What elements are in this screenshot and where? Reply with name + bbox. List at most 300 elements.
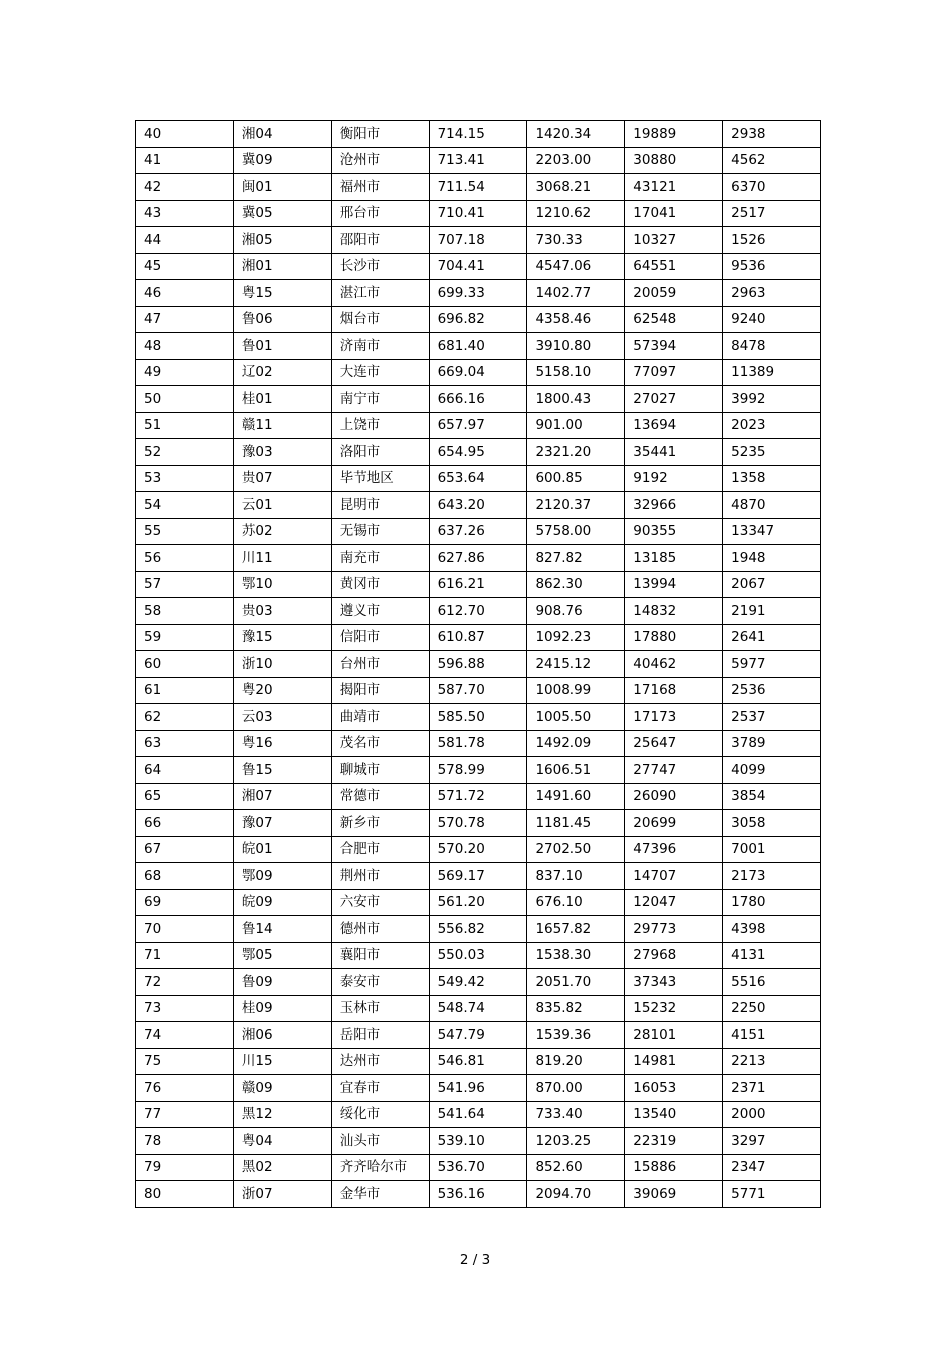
unit-cell: 5235 — [723, 439, 821, 466]
total-cell: 600.85 — [527, 465, 625, 492]
table-row — [136, 200, 821, 227]
rank-cell: 53 — [136, 465, 234, 492]
table-row — [136, 518, 821, 545]
rank-cell: 49 — [136, 359, 234, 386]
count-cell: 90355 — [625, 518, 723, 545]
value-cell: 610.87 — [429, 624, 527, 651]
code-cell: 豫15 — [233, 624, 331, 651]
code-cell: 粤20 — [233, 677, 331, 704]
table-row — [136, 1128, 821, 1155]
rank-cell: 52 — [136, 439, 234, 466]
table-row — [136, 704, 821, 731]
count-cell: 12047 — [625, 889, 723, 916]
rank-cell: 62 — [136, 704, 234, 731]
city-cell: 上饶市 — [331, 412, 429, 439]
rank-cell: 79 — [136, 1154, 234, 1181]
table-body — [136, 121, 821, 1208]
table-row — [136, 1048, 821, 1075]
code-cell: 赣09 — [233, 1075, 331, 1102]
code-cell: 豫03 — [233, 439, 331, 466]
rank-cell: 57 — [136, 571, 234, 598]
unit-cell: 3992 — [723, 386, 821, 413]
code-cell: 贵03 — [233, 598, 331, 625]
total-cell: 1491.60 — [527, 783, 625, 810]
total-cell: 835.82 — [527, 995, 625, 1022]
value-cell: 654.95 — [429, 439, 527, 466]
city-cell: 玉林市 — [331, 995, 429, 1022]
unit-cell: 1358 — [723, 465, 821, 492]
unit-cell: 3854 — [723, 783, 821, 810]
rank-cell: 73 — [136, 995, 234, 1022]
count-cell: 13540 — [625, 1101, 723, 1128]
total-cell: 819.20 — [527, 1048, 625, 1075]
city-cell: 烟台市 — [331, 306, 429, 333]
count-cell: 17168 — [625, 677, 723, 704]
count-cell: 27747 — [625, 757, 723, 784]
code-cell: 鲁06 — [233, 306, 331, 333]
total-cell: 4547.06 — [527, 253, 625, 280]
rank-cell: 71 — [136, 942, 234, 969]
rank-cell: 69 — [136, 889, 234, 916]
table-row — [136, 439, 821, 466]
table-row — [136, 1101, 821, 1128]
code-cell: 川11 — [233, 545, 331, 572]
value-cell: 657.97 — [429, 412, 527, 439]
unit-cell: 2537 — [723, 704, 821, 731]
value-cell: 707.18 — [429, 227, 527, 254]
unit-cell: 2938 — [723, 121, 821, 148]
code-cell: 皖01 — [233, 836, 331, 863]
rank-cell: 65 — [136, 783, 234, 810]
city-cell: 德州市 — [331, 916, 429, 943]
table-row — [136, 121, 821, 148]
city-cell: 昆明市 — [331, 492, 429, 519]
value-cell: 711.54 — [429, 174, 527, 201]
count-cell: 17173 — [625, 704, 723, 731]
count-cell: 20699 — [625, 810, 723, 837]
city-cell: 大连市 — [331, 359, 429, 386]
total-cell: 1492.09 — [527, 730, 625, 757]
code-cell: 粤16 — [233, 730, 331, 757]
rank-cell: 70 — [136, 916, 234, 943]
city-cell: 茂名市 — [331, 730, 429, 757]
value-cell: 696.82 — [429, 306, 527, 333]
table-row — [136, 147, 821, 174]
city-cell: 聊城市 — [331, 757, 429, 784]
value-cell: 546.81 — [429, 1048, 527, 1075]
table-row — [136, 227, 821, 254]
city-cell: 曲靖市 — [331, 704, 429, 731]
unit-cell: 7001 — [723, 836, 821, 863]
city-cell: 金华市 — [331, 1181, 429, 1208]
value-cell: 549.42 — [429, 969, 527, 996]
code-cell: 黑12 — [233, 1101, 331, 1128]
value-cell: 548.74 — [429, 995, 527, 1022]
value-cell: 681.40 — [429, 333, 527, 360]
code-cell: 粤15 — [233, 280, 331, 307]
unit-cell: 4099 — [723, 757, 821, 784]
unit-cell: 5516 — [723, 969, 821, 996]
code-cell: 云03 — [233, 704, 331, 731]
unit-cell: 1780 — [723, 889, 821, 916]
rank-cell: 72 — [136, 969, 234, 996]
code-cell: 鄂05 — [233, 942, 331, 969]
total-cell: 5758.00 — [527, 518, 625, 545]
unit-cell: 2067 — [723, 571, 821, 598]
value-cell: 669.04 — [429, 359, 527, 386]
city-cell: 荆州市 — [331, 863, 429, 890]
unit-cell: 2213 — [723, 1048, 821, 1075]
unit-cell: 2250 — [723, 995, 821, 1022]
count-cell: 10327 — [625, 227, 723, 254]
city-cell: 合肥市 — [331, 836, 429, 863]
code-cell: 湘01 — [233, 253, 331, 280]
total-cell: 676.10 — [527, 889, 625, 916]
count-cell: 20059 — [625, 280, 723, 307]
total-cell: 2051.70 — [527, 969, 625, 996]
unit-cell: 2641 — [723, 624, 821, 651]
rank-cell: 63 — [136, 730, 234, 757]
code-cell: 冀05 — [233, 200, 331, 227]
unit-cell: 4398 — [723, 916, 821, 943]
total-cell: 1203.25 — [527, 1128, 625, 1155]
value-cell: 541.64 — [429, 1101, 527, 1128]
total-cell: 1210.62 — [527, 200, 625, 227]
city-cell: 常德市 — [331, 783, 429, 810]
count-cell: 47396 — [625, 836, 723, 863]
city-cell: 洛阳市 — [331, 439, 429, 466]
code-cell: 辽02 — [233, 359, 331, 386]
unit-cell: 8478 — [723, 333, 821, 360]
table-row — [136, 465, 821, 492]
count-cell: 27027 — [625, 386, 723, 413]
rank-cell: 60 — [136, 651, 234, 678]
city-cell: 衡阳市 — [331, 121, 429, 148]
code-cell: 鲁15 — [233, 757, 331, 784]
code-cell: 闽01 — [233, 174, 331, 201]
rank-cell: 44 — [136, 227, 234, 254]
table-row — [136, 545, 821, 572]
count-cell: 32966 — [625, 492, 723, 519]
unit-cell: 4562 — [723, 147, 821, 174]
rank-cell: 74 — [136, 1022, 234, 1049]
total-cell: 827.82 — [527, 545, 625, 572]
total-cell: 1538.30 — [527, 942, 625, 969]
table-row — [136, 783, 821, 810]
unit-cell: 3297 — [723, 1128, 821, 1155]
unit-cell: 3789 — [723, 730, 821, 757]
city-cell: 达州市 — [331, 1048, 429, 1075]
unit-cell: 4870 — [723, 492, 821, 519]
rank-cell: 55 — [136, 518, 234, 545]
city-cell: 信阳市 — [331, 624, 429, 651]
value-cell: 570.20 — [429, 836, 527, 863]
value-cell: 536.16 — [429, 1181, 527, 1208]
table-row — [136, 836, 821, 863]
rank-cell: 43 — [136, 200, 234, 227]
count-cell: 19889 — [625, 121, 723, 148]
unit-cell: 2963 — [723, 280, 821, 307]
code-cell: 赣11 — [233, 412, 331, 439]
table-row — [136, 280, 821, 307]
unit-cell: 3058 — [723, 810, 821, 837]
count-cell: 37343 — [625, 969, 723, 996]
table-row — [136, 730, 821, 757]
total-cell: 2702.50 — [527, 836, 625, 863]
code-cell: 粤04 — [233, 1128, 331, 1155]
table-row — [136, 1154, 821, 1181]
table-row — [136, 651, 821, 678]
city-cell: 南宁市 — [331, 386, 429, 413]
rank-cell: 61 — [136, 677, 234, 704]
city-cell: 新乡市 — [331, 810, 429, 837]
total-cell: 5158.10 — [527, 359, 625, 386]
total-cell: 2415.12 — [527, 651, 625, 678]
count-cell: 40462 — [625, 651, 723, 678]
total-cell: 1008.99 — [527, 677, 625, 704]
total-cell: 1420.34 — [527, 121, 625, 148]
unit-cell: 2023 — [723, 412, 821, 439]
unit-cell: 2536 — [723, 677, 821, 704]
code-cell: 桂01 — [233, 386, 331, 413]
rank-cell: 40 — [136, 121, 234, 148]
unit-cell: 6370 — [723, 174, 821, 201]
total-cell: 733.40 — [527, 1101, 625, 1128]
code-cell: 鲁01 — [233, 333, 331, 360]
count-cell: 14981 — [625, 1048, 723, 1075]
rank-cell: 64 — [136, 757, 234, 784]
table-row — [136, 412, 821, 439]
table-row — [136, 1181, 821, 1208]
count-cell: 13994 — [625, 571, 723, 598]
city-cell: 齐齐哈尔市 — [331, 1154, 429, 1181]
city-cell: 襄阳市 — [331, 942, 429, 969]
total-cell: 730.33 — [527, 227, 625, 254]
count-cell: 17041 — [625, 200, 723, 227]
total-cell: 3910.80 — [527, 333, 625, 360]
count-cell: 77097 — [625, 359, 723, 386]
count-cell: 35441 — [625, 439, 723, 466]
count-cell: 16053 — [625, 1075, 723, 1102]
rank-cell: 68 — [136, 863, 234, 890]
count-cell: 28101 — [625, 1022, 723, 1049]
code-cell: 贵07 — [233, 465, 331, 492]
value-cell: 550.03 — [429, 942, 527, 969]
value-cell: 713.41 — [429, 147, 527, 174]
table-row — [136, 359, 821, 386]
unit-cell: 2517 — [723, 200, 821, 227]
table-row — [136, 624, 821, 651]
count-cell: 13694 — [625, 412, 723, 439]
rank-cell: 54 — [136, 492, 234, 519]
city-cell: 宜春市 — [331, 1075, 429, 1102]
rank-cell: 59 — [136, 624, 234, 651]
rank-cell: 78 — [136, 1128, 234, 1155]
value-cell: 714.15 — [429, 121, 527, 148]
table-row — [136, 333, 821, 360]
unit-cell: 9536 — [723, 253, 821, 280]
count-cell: 17880 — [625, 624, 723, 651]
rank-cell: 77 — [136, 1101, 234, 1128]
unit-cell: 2000 — [723, 1101, 821, 1128]
total-cell: 1181.45 — [527, 810, 625, 837]
count-cell: 39069 — [625, 1181, 723, 1208]
unit-cell: 11389 — [723, 359, 821, 386]
total-cell: 2203.00 — [527, 147, 625, 174]
rank-cell: 50 — [136, 386, 234, 413]
city-cell: 济南市 — [331, 333, 429, 360]
city-cell: 长沙市 — [331, 253, 429, 280]
total-cell: 1657.82 — [527, 916, 625, 943]
count-cell: 27968 — [625, 942, 723, 969]
total-cell: 901.00 — [527, 412, 625, 439]
table-row — [136, 571, 821, 598]
code-cell: 冀09 — [233, 147, 331, 174]
count-cell: 43121 — [625, 174, 723, 201]
code-cell: 皖09 — [233, 889, 331, 916]
table-row — [136, 386, 821, 413]
table-row — [136, 969, 821, 996]
table-row — [136, 995, 821, 1022]
code-cell: 云01 — [233, 492, 331, 519]
value-cell: 561.20 — [429, 889, 527, 916]
value-cell: 710.41 — [429, 200, 527, 227]
count-cell: 62548 — [625, 306, 723, 333]
total-cell: 1800.43 — [527, 386, 625, 413]
total-cell: 1402.77 — [527, 280, 625, 307]
rank-cell: 47 — [136, 306, 234, 333]
value-cell: 637.26 — [429, 518, 527, 545]
value-cell: 536.70 — [429, 1154, 527, 1181]
value-cell: 587.70 — [429, 677, 527, 704]
value-cell: 570.78 — [429, 810, 527, 837]
rank-cell: 67 — [136, 836, 234, 863]
unit-cell: 2371 — [723, 1075, 821, 1102]
value-cell: 556.82 — [429, 916, 527, 943]
city-cell: 汕头市 — [331, 1128, 429, 1155]
total-cell: 1539.36 — [527, 1022, 625, 1049]
total-cell: 852.60 — [527, 1154, 625, 1181]
unit-cell: 4131 — [723, 942, 821, 969]
total-cell: 870.00 — [527, 1075, 625, 1102]
value-cell: 653.64 — [429, 465, 527, 492]
total-cell: 4358.46 — [527, 306, 625, 333]
rank-cell: 48 — [136, 333, 234, 360]
total-cell: 2321.20 — [527, 439, 625, 466]
rank-cell: 45 — [136, 253, 234, 280]
table-row — [136, 810, 821, 837]
city-cell: 南充市 — [331, 545, 429, 572]
unit-cell: 1526 — [723, 227, 821, 254]
city-cell: 台州市 — [331, 651, 429, 678]
value-cell: 596.88 — [429, 651, 527, 678]
total-cell: 1606.51 — [527, 757, 625, 784]
total-cell: 3068.21 — [527, 174, 625, 201]
code-cell: 湘04 — [233, 121, 331, 148]
city-cell: 六安市 — [331, 889, 429, 916]
table-row — [136, 1022, 821, 1049]
rank-cell: 41 — [136, 147, 234, 174]
unit-cell: 13347 — [723, 518, 821, 545]
unit-cell: 9240 — [723, 306, 821, 333]
table-row — [136, 677, 821, 704]
rank-cell: 46 — [136, 280, 234, 307]
code-cell: 豫07 — [233, 810, 331, 837]
rank-cell: 51 — [136, 412, 234, 439]
rank-cell: 80 — [136, 1181, 234, 1208]
total-cell: 2094.70 — [527, 1181, 625, 1208]
value-cell: 569.17 — [429, 863, 527, 890]
table-row — [136, 863, 821, 890]
table-row — [136, 757, 821, 784]
count-cell: 26090 — [625, 783, 723, 810]
code-cell: 苏02 — [233, 518, 331, 545]
city-cell: 遵义市 — [331, 598, 429, 625]
code-cell: 鄂10 — [233, 571, 331, 598]
total-cell: 837.10 — [527, 863, 625, 890]
rank-cell: 76 — [136, 1075, 234, 1102]
city-cell: 沧州市 — [331, 147, 429, 174]
value-cell: 699.33 — [429, 280, 527, 307]
code-cell: 川15 — [233, 1048, 331, 1075]
city-cell: 无锡市 — [331, 518, 429, 545]
value-cell: 585.50 — [429, 704, 527, 731]
city-cell: 黄冈市 — [331, 571, 429, 598]
value-cell: 666.16 — [429, 386, 527, 413]
value-cell: 547.79 — [429, 1022, 527, 1049]
count-cell: 30880 — [625, 147, 723, 174]
rank-cell: 75 — [136, 1048, 234, 1075]
count-cell: 57394 — [625, 333, 723, 360]
city-cell: 毕节地区 — [331, 465, 429, 492]
code-cell: 鲁14 — [233, 916, 331, 943]
value-cell: 616.21 — [429, 571, 527, 598]
rank-cell: 56 — [136, 545, 234, 572]
code-cell: 浙07 — [233, 1181, 331, 1208]
city-cell: 揭阳市 — [331, 677, 429, 704]
count-cell: 22319 — [625, 1128, 723, 1155]
table-row — [136, 253, 821, 280]
table-row — [136, 306, 821, 333]
city-cell: 福州市 — [331, 174, 429, 201]
unit-cell: 2347 — [723, 1154, 821, 1181]
value-cell: 578.99 — [429, 757, 527, 784]
city-cell: 湛江市 — [331, 280, 429, 307]
city-cell: 绥化市 — [331, 1101, 429, 1128]
count-cell: 14707 — [625, 863, 723, 890]
unit-cell: 2191 — [723, 598, 821, 625]
value-cell: 612.70 — [429, 598, 527, 625]
unit-cell: 4151 — [723, 1022, 821, 1049]
table-row — [136, 916, 821, 943]
unit-cell: 5771 — [723, 1181, 821, 1208]
code-cell: 桂09 — [233, 995, 331, 1022]
city-data-table — [135, 120, 821, 1208]
code-cell: 湘05 — [233, 227, 331, 254]
value-cell: 539.10 — [429, 1128, 527, 1155]
city-cell: 岳阳市 — [331, 1022, 429, 1049]
total-cell: 1092.23 — [527, 624, 625, 651]
count-cell: 64551 — [625, 253, 723, 280]
value-cell: 643.20 — [429, 492, 527, 519]
total-cell: 2120.37 — [527, 492, 625, 519]
total-cell: 1005.50 — [527, 704, 625, 731]
city-cell: 邢台市 — [331, 200, 429, 227]
page-number: 2 / 3 — [459, 1252, 491, 1268]
city-cell: 邵阳市 — [331, 227, 429, 254]
value-cell: 627.86 — [429, 545, 527, 572]
count-cell: 14832 — [625, 598, 723, 625]
